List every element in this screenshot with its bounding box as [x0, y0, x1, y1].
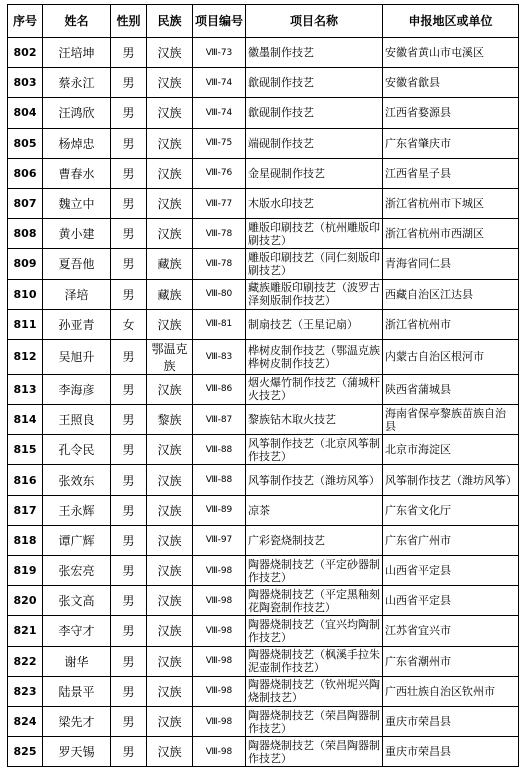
cell-ethnicity: 汉族 — [147, 676, 193, 706]
cell-project: 制扇技艺（王星记扇） — [246, 309, 383, 339]
inheritor-table — [7, 4, 519, 767]
table-row — [8, 98, 519, 128]
cell-project: 烟火爆竹制作技艺（蒲城杆火技艺） — [246, 374, 383, 404]
cell-region: 广东省肇庆市 — [383, 128, 519, 158]
cell-no: 816 — [8, 465, 43, 495]
cell-name: 蔡永江 — [43, 68, 111, 98]
cell-region: 浙江省杭州市西湖区 — [383, 219, 519, 249]
cell-region: 浙江省杭州市下城区 — [383, 188, 519, 218]
cell-name: 黄小建 — [43, 219, 111, 249]
cell-code: Ⅷ-87 — [193, 405, 246, 435]
cell-name: 孔令民 — [43, 435, 111, 465]
cell-sex: 男 — [111, 465, 147, 495]
cell-region: 广东省文化厅 — [383, 495, 519, 525]
table-row — [8, 586, 519, 616]
cell-sex: 男 — [111, 249, 147, 279]
cell-name: 吴旭升 — [43, 339, 111, 374]
cell-ethnicity: 汉族 — [147, 586, 193, 616]
cell-sex: 男 — [111, 219, 147, 249]
cell-sex: 男 — [111, 405, 147, 435]
table-row — [8, 38, 519, 68]
table-row — [8, 465, 519, 495]
cell-code: Ⅷ-98 — [193, 586, 246, 616]
table-body — [8, 38, 519, 767]
cell-ethnicity: 汉族 — [147, 219, 193, 249]
cell-sex: 男 — [111, 128, 147, 158]
cell-region: 青海省同仁县 — [383, 249, 519, 279]
cell-project: 雕版印刷技艺（同仁刻版印刷技艺） — [246, 249, 383, 279]
cell-no: 805 — [8, 128, 43, 158]
cell-code: Ⅷ-88 — [193, 465, 246, 495]
cell-region: 广东省广州市 — [383, 525, 519, 555]
table-row — [8, 525, 519, 555]
cell-code: Ⅷ-75 — [193, 128, 246, 158]
cell-sex: 男 — [111, 525, 147, 555]
table-row — [8, 706, 519, 736]
cell-project: 藏族雕版印刷技艺（波罗古泽刻版制作技艺） — [246, 279, 383, 309]
cell-sex: 男 — [111, 737, 147, 767]
cell-no: 810 — [8, 279, 43, 309]
cell-project: 陶器烧制技艺（钦州坭兴陶烧制技艺） — [246, 676, 383, 706]
header-sex: 性别 — [111, 5, 147, 38]
table-row — [8, 556, 519, 586]
cell-no: 815 — [8, 435, 43, 465]
cell-region: 风筝制作技艺（潍坊风筝） — [383, 465, 519, 495]
cell-ethnicity: 汉族 — [147, 188, 193, 218]
cell-no: 824 — [8, 706, 43, 736]
header-project: 项目名称 — [246, 5, 383, 38]
cell-sex: 男 — [111, 495, 147, 525]
cell-no: 814 — [8, 405, 43, 435]
table-row — [8, 495, 519, 525]
cell-no: 822 — [8, 646, 43, 676]
cell-no: 823 — [8, 676, 43, 706]
cell-ethnicity: 汉族 — [147, 68, 193, 98]
cell-no: 813 — [8, 374, 43, 404]
cell-project: 雕版印刷技艺（杭州雕版印刷技艺） — [246, 219, 383, 249]
cell-no: 802 — [8, 38, 43, 68]
cell-region: 重庆市荣昌县 — [383, 737, 519, 767]
cell-sex: 男 — [111, 38, 147, 68]
cell-region: 山西省平定县 — [383, 556, 519, 586]
cell-name: 张宏亮 — [43, 556, 111, 586]
cell-ethnicity: 汉族 — [147, 38, 193, 68]
table-row — [8, 646, 519, 676]
cell-code: Ⅷ-98 — [193, 737, 246, 767]
cell-sex: 男 — [111, 616, 147, 646]
cell-sex: 男 — [111, 374, 147, 404]
cell-ethnicity: 藏族 — [147, 249, 193, 279]
cell-name: 梁先才 — [43, 706, 111, 736]
cell-project: 陶器烧制技艺（平定黑釉刻花陶瓷制作技艺） — [246, 586, 383, 616]
cell-name: 罗天锡 — [43, 737, 111, 767]
cell-sex: 女 — [111, 309, 147, 339]
cell-ethnicity: 汉族 — [147, 465, 193, 495]
table-row — [8, 309, 519, 339]
cell-ethnicity: 汉族 — [147, 309, 193, 339]
cell-region: 内蒙古自治区根河市 — [383, 339, 519, 374]
cell-sex: 男 — [111, 279, 147, 309]
cell-project: 端砚制作技艺 — [246, 128, 383, 158]
cell-no: 818 — [8, 525, 43, 555]
cell-project: 广彩瓷烧制技艺 — [246, 525, 383, 555]
table-row — [8, 68, 519, 98]
cell-code: Ⅷ-88 — [193, 435, 246, 465]
table-row — [8, 219, 519, 249]
cell-name: 李守才 — [43, 616, 111, 646]
cell-code: Ⅷ-74 — [193, 98, 246, 128]
cell-ethnicity: 汉族 — [147, 556, 193, 586]
cell-no: 819 — [8, 556, 43, 586]
cell-region: 安徽省歙县 — [383, 68, 519, 98]
cell-code: Ⅷ-98 — [193, 556, 246, 586]
cell-region: 山西省平定县 — [383, 586, 519, 616]
cell-no: 809 — [8, 249, 43, 279]
cell-no: 803 — [8, 68, 43, 98]
cell-name: 曹春水 — [43, 158, 111, 188]
cell-sex: 男 — [111, 706, 147, 736]
cell-name: 王照良 — [43, 405, 111, 435]
cell-sex: 男 — [111, 586, 147, 616]
cell-project: 陶器烧制技艺（宜兴均陶制作技艺） — [246, 616, 383, 646]
cell-ethnicity: 汉族 — [147, 98, 193, 128]
cell-project: 陶器烧制技艺（枫溪手拉朱泥壶制作技艺） — [246, 646, 383, 676]
header-region: 申报地区或单位 — [383, 5, 519, 38]
cell-no: 807 — [8, 188, 43, 218]
cell-ethnicity: 汉族 — [147, 128, 193, 158]
table-row — [8, 249, 519, 279]
cell-name: 孙亚青 — [43, 309, 111, 339]
cell-code: Ⅷ-86 — [193, 374, 246, 404]
cell-project: 风筝制作技艺（北京风筝制作技艺） — [246, 435, 383, 465]
cell-code: Ⅷ-98 — [193, 616, 246, 646]
cell-region: 重庆市荣昌县 — [383, 706, 519, 736]
cell-code: Ⅷ-74 — [193, 68, 246, 98]
cell-region: 北京市海淀区 — [383, 435, 519, 465]
table-row — [8, 339, 519, 374]
cell-region: 广西壮族自治区钦州市 — [383, 676, 519, 706]
cell-ethnicity: 汉族 — [147, 706, 193, 736]
cell-code: Ⅷ-80 — [193, 279, 246, 309]
cell-no: 817 — [8, 495, 43, 525]
cell-ethnicity: 汉族 — [147, 525, 193, 555]
cell-region: 海南省保亭黎族苗族自治县 — [383, 405, 519, 435]
cell-sex: 男 — [111, 68, 147, 98]
cell-region: 西藏自治区江达县 — [383, 279, 519, 309]
cell-project: 陶器烧制技艺（平定砂器制作技艺） — [246, 556, 383, 586]
header-row — [8, 5, 519, 38]
cell-region: 陕西省蒲城县 — [383, 374, 519, 404]
cell-ethnicity: 汉族 — [147, 737, 193, 767]
cell-region: 江西省星子县 — [383, 158, 519, 188]
cell-name: 夏吾他 — [43, 249, 111, 279]
cell-region: 安徽省黄山市屯溪区 — [383, 38, 519, 68]
header-code: 项目编号 — [193, 5, 246, 38]
cell-name: 陆景平 — [43, 676, 111, 706]
cell-code: Ⅷ-78 — [193, 249, 246, 279]
cell-no: 812 — [8, 339, 43, 374]
cell-ethnicity: 汉族 — [147, 495, 193, 525]
cell-ethnicity: 汉族 — [147, 616, 193, 646]
header-name: 姓名 — [43, 5, 111, 38]
cell-code: Ⅷ-89 — [193, 495, 246, 525]
cell-name: 汪培坤 — [43, 38, 111, 68]
table-row — [8, 279, 519, 309]
cell-no: 820 — [8, 586, 43, 616]
cell-ethnicity: 黎族 — [147, 405, 193, 435]
cell-no: 806 — [8, 158, 43, 188]
table-row — [8, 374, 519, 404]
cell-name: 谭广辉 — [43, 525, 111, 555]
cell-sex: 男 — [111, 556, 147, 586]
cell-sex: 男 — [111, 646, 147, 676]
cell-code: Ⅷ-98 — [193, 706, 246, 736]
cell-code: Ⅷ-77 — [193, 188, 246, 218]
cell-name: 李海彦 — [43, 374, 111, 404]
cell-ethnicity: 汉族 — [147, 435, 193, 465]
cell-code: Ⅷ-97 — [193, 525, 246, 555]
cell-ethnicity: 汉族 — [147, 646, 193, 676]
cell-project: 桦树皮制作技艺（鄂温克族桦树皮制作技艺） — [246, 339, 383, 374]
cell-name: 魏立中 — [43, 188, 111, 218]
cell-project: 风筝制作技艺（潍坊风筝） — [246, 465, 383, 495]
cell-region: 江西省婺源县 — [383, 98, 519, 128]
cell-code: Ⅷ-81 — [193, 309, 246, 339]
cell-no: 804 — [8, 98, 43, 128]
cell-no: 808 — [8, 219, 43, 249]
cell-ethnicity: 藏族 — [147, 279, 193, 309]
table-row — [8, 435, 519, 465]
cell-code: Ⅷ-73 — [193, 38, 246, 68]
cell-ethnicity: 汉族 — [147, 374, 193, 404]
header-no: 序号 — [8, 5, 43, 38]
cell-sex: 男 — [111, 339, 147, 374]
cell-project: 徽墨制作技艺 — [246, 38, 383, 68]
table-row — [8, 616, 519, 646]
cell-no: 821 — [8, 616, 43, 646]
cell-sex: 男 — [111, 98, 147, 128]
cell-name: 杨焯忠 — [43, 128, 111, 158]
cell-project: 陶器烧制技艺（荣昌陶器制作技艺） — [246, 737, 383, 767]
cell-project: 歙砚制作技艺 — [246, 68, 383, 98]
cell-region: 浙江省杭州市 — [383, 309, 519, 339]
cell-code: Ⅷ-98 — [193, 646, 246, 676]
cell-name: 张效东 — [43, 465, 111, 495]
table-row — [8, 737, 519, 767]
cell-code: Ⅷ-76 — [193, 158, 246, 188]
header-ethnicity: 民族 — [147, 5, 193, 38]
cell-project: 凉茶 — [246, 495, 383, 525]
table-row — [8, 405, 519, 435]
cell-project: 黎族钻木取火技艺 — [246, 405, 383, 435]
cell-ethnicity: 汉族 — [147, 158, 193, 188]
cell-code: Ⅷ-78 — [193, 219, 246, 249]
cell-name: 张文高 — [43, 586, 111, 616]
cell-project: 歙砚制作技艺 — [246, 98, 383, 128]
cell-region: 江苏省宜兴市 — [383, 616, 519, 646]
table-row — [8, 158, 519, 188]
cell-project: 陶器烧制技艺（荣昌陶器制作技艺） — [246, 706, 383, 736]
cell-sex: 男 — [111, 676, 147, 706]
cell-region: 广东省潮州市 — [383, 646, 519, 676]
cell-project: 木版水印技艺 — [246, 188, 383, 218]
cell-ethnicity: 鄂温克族 — [147, 339, 193, 374]
cell-name: 汪鸿欣 — [43, 98, 111, 128]
cell-sex: 男 — [111, 188, 147, 218]
table-row — [8, 188, 519, 218]
table-row — [8, 128, 519, 158]
table-row — [8, 676, 519, 706]
cell-code: Ⅷ-98 — [193, 676, 246, 706]
cell-code: Ⅷ-83 — [193, 339, 246, 374]
cell-name: 谢华 — [43, 646, 111, 676]
cell-sex: 男 — [111, 158, 147, 188]
cell-no: 825 — [8, 737, 43, 767]
cell-project: 金星砚制作技艺 — [246, 158, 383, 188]
cell-sex: 男 — [111, 435, 147, 465]
cell-name: 泽培 — [43, 279, 111, 309]
cell-no: 811 — [8, 309, 43, 339]
cell-name: 王永辉 — [43, 495, 111, 525]
